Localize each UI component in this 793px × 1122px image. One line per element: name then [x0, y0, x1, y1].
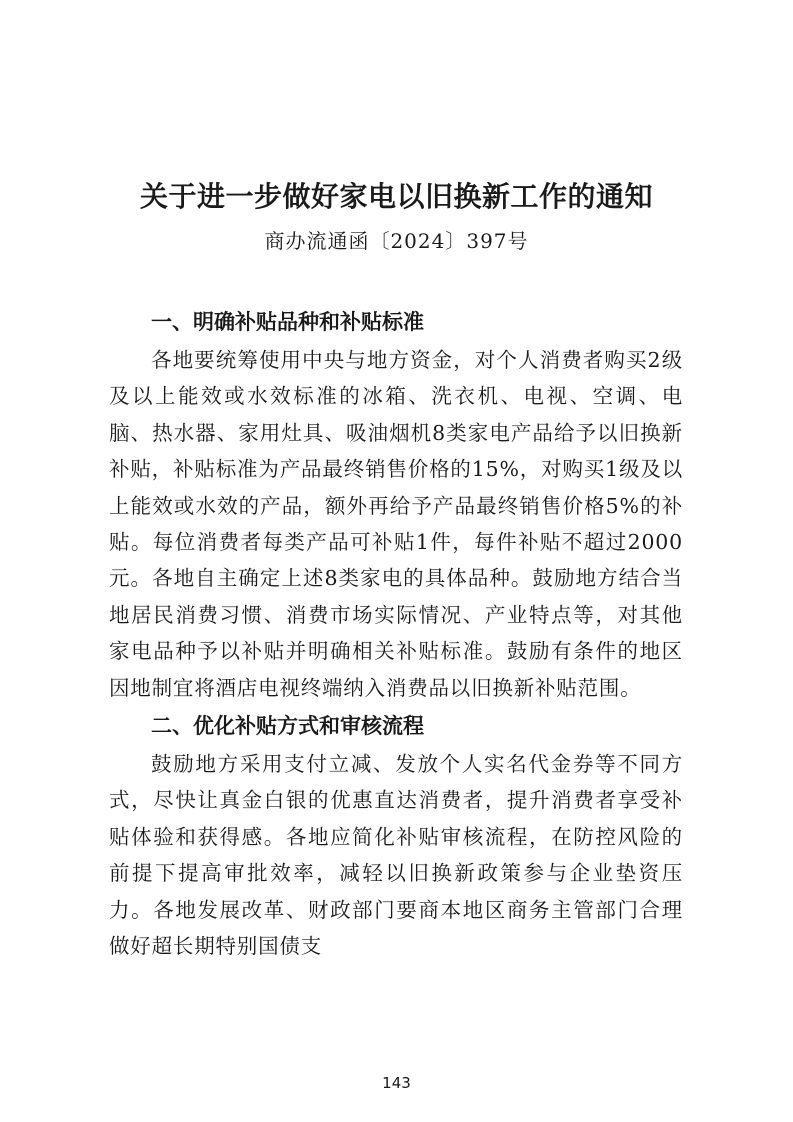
- section-paragraph-2: 鼓励地方采用支付立减、发放个人实名代金券等不同方式，尽快让真金白银的优惠直达消费者，提升消费者享受补贴体验和获得感。各地应简化补贴审核流程，在防控风险的前提下提高审批效率，减轻以旧换新政策参与企业垫资压力。各地发展改革、财政部门要商本地区商务主管部门合理做好超长期特别国债支: [109, 752, 683, 959]
- section-paragraph-1: 各地要统筹使用中央与地方资金，对个人消费者购买2级及以上能效或水效标准的冰箱、洗衣机、电视、空调、电脑、热水器、家用灶具、吸油烟机8类家电产品给予以旧换新补贴，补贴标准为产品最终销售价格的15%，对购买1级及以上能效或水效的产品，额外再给予产品最终销售价格5%的补贴。每位消费者每类产品可补贴1件，每件补贴不超过2000元。各地自主确定上述8类家电的具体品种。鼓励地方结合当地居民消费习惯、消费市场实际情况、产业特点等，对其他家电品种予以补贴并明确相关补贴标准。鼓励有条件的地区因地制宜将酒店电视终端纳入消费品以旧换新补贴范围。: [109, 348, 683, 700]
- document-title: 关于进一步做好家电以旧换新工作的通知: [139, 180, 653, 213]
- page-number: 143: [382, 1074, 411, 1092]
- document-body: [109, 304, 683, 967]
- section-heading-2: 二、优化补贴方式和审核流程: [151, 714, 424, 739]
- document-number: 商办流通函〔2024〕397号: [264, 229, 529, 253]
- section-heading-1: 一、明确补贴品种和补贴标准: [151, 310, 424, 334]
